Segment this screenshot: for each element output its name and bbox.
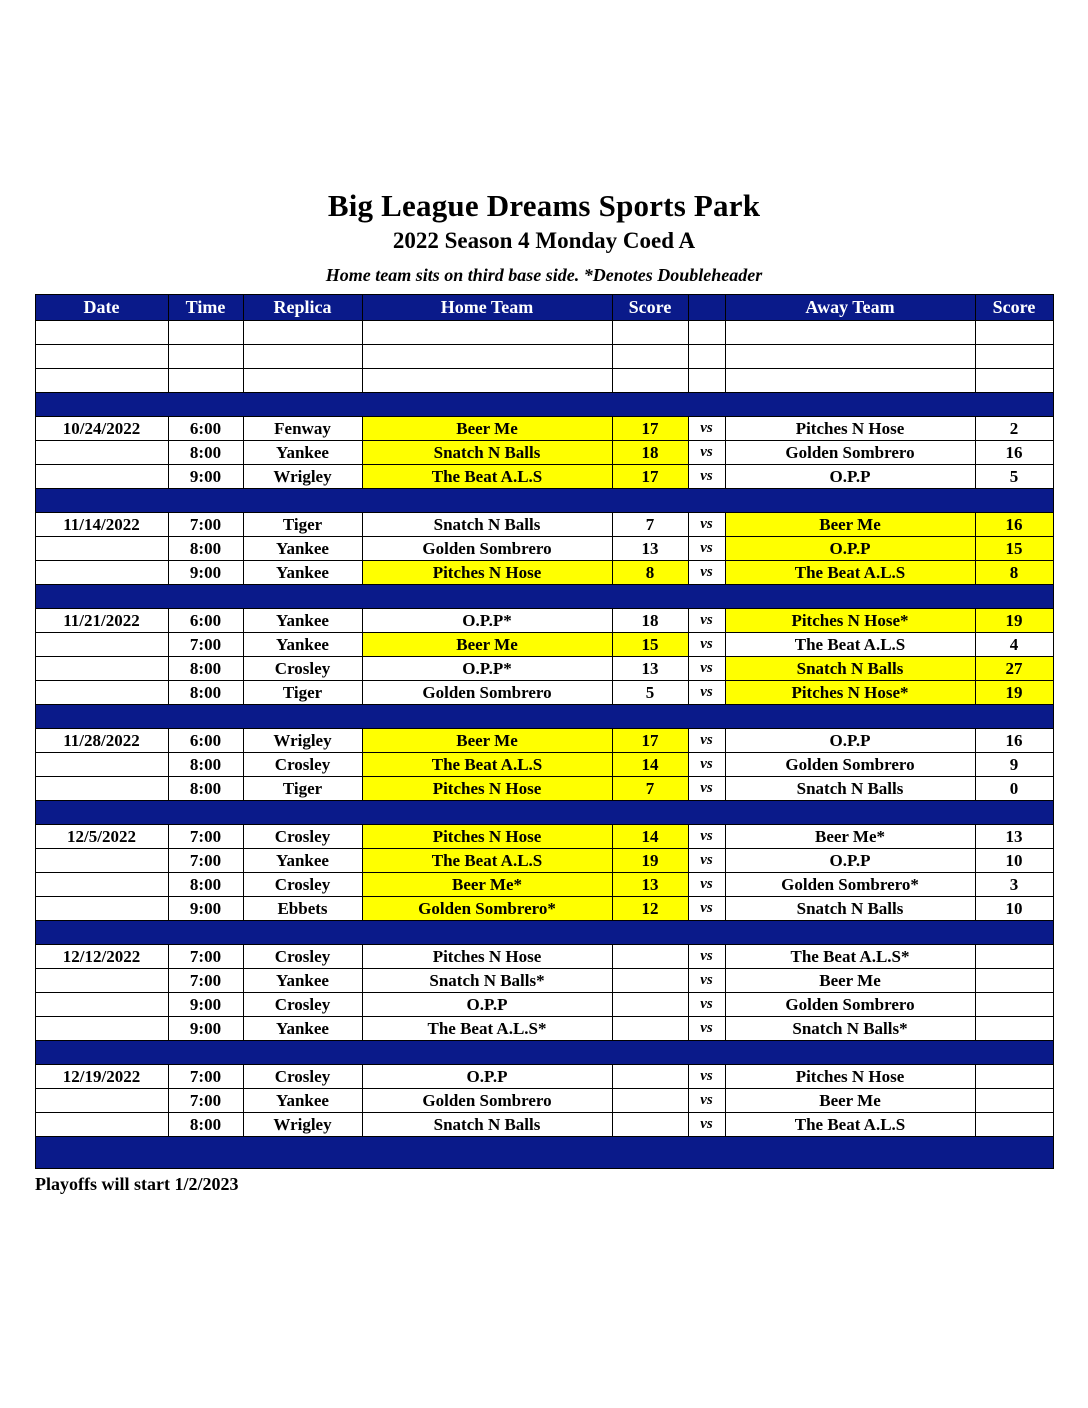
vs-cell: vs [688, 681, 725, 705]
home-score-cell: 18 [612, 609, 688, 633]
empty-cell [612, 345, 688, 369]
replica-cell: Crosley [243, 945, 362, 969]
game-row [35, 609, 1053, 633]
home-score-cell: 8 [612, 561, 688, 585]
away-team-cell: O.P.P [725, 465, 975, 489]
date-cell [35, 873, 168, 897]
home-score-cell [612, 945, 688, 969]
away-score-cell: 15 [975, 537, 1053, 561]
game-row [35, 561, 1053, 585]
separator-row [35, 1137, 1053, 1169]
game-row [35, 729, 1053, 753]
replica-cell: Yankee [243, 969, 362, 993]
home-team-cell: O.P.P [362, 1065, 612, 1089]
home-score-cell [612, 969, 688, 993]
vs-cell: vs [688, 873, 725, 897]
away-score-cell: 13 [975, 825, 1053, 849]
time-cell: 7:00 [168, 633, 243, 657]
empty-cell [362, 321, 612, 345]
empty-cell [725, 369, 975, 393]
date-cell: 12/12/2022 [35, 945, 168, 969]
empty-row [35, 345, 1053, 369]
replica-cell: Crosley [243, 993, 362, 1017]
away-team-cell: Pitches N Hose* [725, 681, 975, 705]
game-row [35, 945, 1053, 969]
legend-note: Home team sits on third base side. *Denotes Doubleheader [325, 265, 763, 285]
away-score-cell: 2 [975, 417, 1053, 441]
home-score-cell [612, 1017, 688, 1041]
home-team-cell: The Beat A.L.S* [362, 1017, 612, 1041]
away-team-cell: Golden Sombrero* [725, 873, 975, 897]
away-score-cell: 16 [975, 729, 1053, 753]
replica-cell: Yankee [243, 1089, 362, 1113]
empty-cell [725, 345, 975, 369]
home-score-cell: 17 [612, 465, 688, 489]
time-cell: 8:00 [168, 657, 243, 681]
separator-row [35, 489, 1053, 513]
vs-cell: vs [688, 1113, 725, 1137]
time-cell: 6:00 [168, 609, 243, 633]
date-cell [35, 537, 168, 561]
column-header-replica: Replica [243, 295, 362, 321]
vs-cell: vs [688, 465, 725, 489]
time-cell: 6:00 [168, 729, 243, 753]
time-cell: 7:00 [168, 849, 243, 873]
replica-cell: Crosley [243, 753, 362, 777]
game-row [35, 633, 1053, 657]
away-team-cell: Golden Sombrero [725, 993, 975, 1017]
separator-cell [35, 1041, 1053, 1065]
empty-cell [168, 345, 243, 369]
away-team-cell: Snatch N Balls [725, 777, 975, 801]
away-team-cell: The Beat A.L.S [725, 1113, 975, 1137]
date-cell [35, 1089, 168, 1113]
home-team-cell: Snatch N Balls [362, 441, 612, 465]
time-cell: 8:00 [168, 441, 243, 465]
date-cell [35, 1017, 168, 1041]
empty-cell [725, 321, 975, 345]
home-score-cell: 12 [612, 897, 688, 921]
replica-cell: Yankee [243, 1017, 362, 1041]
away-team-cell: Snatch N Balls [725, 657, 975, 681]
date-cell: 12/19/2022 [35, 1065, 168, 1089]
time-cell: 6:00 [168, 417, 243, 441]
replica-cell: Crosley [243, 1065, 362, 1089]
separator-cell [35, 921, 1053, 945]
home-team-cell: Golden Sombrero* [362, 897, 612, 921]
empty-row [35, 369, 1053, 393]
away-score-cell: 4 [975, 633, 1053, 657]
home-team-cell: Pitches N Hose [362, 825, 612, 849]
away-score-cell: 0 [975, 777, 1053, 801]
empty-cell [688, 345, 725, 369]
header-row [35, 295, 1053, 321]
away-score-cell [975, 1113, 1053, 1137]
home-team-cell: Beer Me [362, 633, 612, 657]
time-cell: 7:00 [168, 513, 243, 537]
home-score-cell: 7 [612, 513, 688, 537]
vs-cell: vs [688, 825, 725, 849]
away-team-cell: Golden Sombrero [725, 441, 975, 465]
empty-cell [243, 345, 362, 369]
time-cell: 9:00 [168, 561, 243, 585]
date-cell [35, 993, 168, 1017]
away-team-cell: The Beat A.L.S [725, 633, 975, 657]
empty-cell [168, 321, 243, 345]
game-row [35, 465, 1053, 489]
away-team-cell: O.P.P [725, 729, 975, 753]
time-cell: 7:00 [168, 1089, 243, 1113]
home-score-cell: 14 [612, 825, 688, 849]
separator-row [35, 393, 1053, 417]
time-cell: 8:00 [168, 537, 243, 561]
home-score-cell: 7 [612, 777, 688, 801]
home-score-cell: 17 [612, 417, 688, 441]
separator-cell [35, 489, 1053, 513]
separator-cell [35, 393, 1053, 417]
home-score-cell [612, 1113, 688, 1137]
game-row [35, 993, 1053, 1017]
vs-cell: vs [688, 849, 725, 873]
separator-cell [35, 585, 1053, 609]
home-team-cell: Beer Me [362, 417, 612, 441]
column-header-date: Date [35, 295, 168, 321]
page-title: Big League Dreams Sports Park [327, 188, 761, 223]
time-cell: 8:00 [168, 681, 243, 705]
date-cell [35, 753, 168, 777]
replica-cell: Crosley [243, 873, 362, 897]
away-team-cell: Pitches N Hose [725, 1065, 975, 1089]
away-score-cell: 10 [975, 849, 1053, 873]
away-team-cell: Pitches N Hose* [725, 609, 975, 633]
column-header-home-team: Home Team [362, 295, 612, 321]
vs-cell: vs [688, 633, 725, 657]
empty-cell [35, 321, 168, 345]
separator-row [35, 1041, 1053, 1065]
time-cell: 8:00 [168, 1113, 243, 1137]
away-team-cell: Beer Me* [725, 825, 975, 849]
empty-cell [35, 345, 168, 369]
replica-cell: Wrigley [243, 729, 362, 753]
away-score-cell: 16 [975, 441, 1053, 465]
game-row [35, 1065, 1053, 1089]
home-score-cell: 14 [612, 753, 688, 777]
date-cell [35, 897, 168, 921]
away-team-cell: O.P.P [725, 537, 975, 561]
date-cell [35, 441, 168, 465]
replica-cell: Yankee [243, 849, 362, 873]
empty-cell [688, 369, 725, 393]
replica-cell: Yankee [243, 609, 362, 633]
replica-cell: Tiger [243, 681, 362, 705]
vs-cell: vs [688, 897, 725, 921]
separator-row [35, 801, 1053, 825]
empty-row [35, 321, 1053, 345]
date-cell [35, 681, 168, 705]
vs-cell: vs [688, 537, 725, 561]
away-score-cell: 16 [975, 513, 1053, 537]
home-team-cell: Pitches N Hose [362, 561, 612, 585]
empty-cell [168, 369, 243, 393]
away-score-cell: 19 [975, 609, 1053, 633]
away-team-cell: Pitches N Hose [725, 417, 975, 441]
replica-cell: Yankee [243, 537, 362, 561]
replica-cell: Tiger [243, 513, 362, 537]
replica-cell: Tiger [243, 777, 362, 801]
game-row [35, 681, 1053, 705]
vs-cell: vs [688, 417, 725, 441]
game-row [35, 513, 1053, 537]
home-team-cell: Beer Me [362, 729, 612, 753]
away-team-cell: Beer Me [725, 969, 975, 993]
away-score-cell: 10 [975, 897, 1053, 921]
vs-cell: vs [688, 945, 725, 969]
home-team-cell: The Beat A.L.S [362, 753, 612, 777]
date-cell [35, 657, 168, 681]
home-team-cell: The Beat A.L.S [362, 465, 612, 489]
empty-cell [688, 321, 725, 345]
home-team-cell: The Beat A.L.S [362, 849, 612, 873]
home-score-cell: 13 [612, 873, 688, 897]
game-row [35, 969, 1053, 993]
home-team-cell: Pitches N Hose [362, 777, 612, 801]
game-row [35, 657, 1053, 681]
away-team-cell: The Beat A.L.S* [725, 945, 975, 969]
vs-cell: vs [688, 657, 725, 681]
empty-cell [362, 345, 612, 369]
column-header-score: Score [612, 295, 688, 321]
time-cell: 7:00 [168, 945, 243, 969]
away-score-cell [975, 1065, 1053, 1089]
vs-cell: vs [688, 1089, 725, 1113]
date-cell [35, 849, 168, 873]
vs-cell: vs [688, 1017, 725, 1041]
schedule-table [35, 294, 1054, 1169]
game-row [35, 825, 1053, 849]
empty-cell [243, 321, 362, 345]
time-cell: 9:00 [168, 993, 243, 1017]
home-score-cell: 17 [612, 729, 688, 753]
vs-cell: vs [688, 753, 725, 777]
date-cell [35, 777, 168, 801]
home-team-cell: O.P.P* [362, 657, 612, 681]
away-score-cell: 8 [975, 561, 1053, 585]
home-score-cell [612, 1089, 688, 1113]
game-row [35, 897, 1053, 921]
away-score-cell [975, 969, 1053, 993]
separator-cell [35, 705, 1053, 729]
column-header-away-team: Away Team [725, 295, 975, 321]
empty-cell [612, 321, 688, 345]
time-cell: 9:00 [168, 897, 243, 921]
home-team-cell: O.P.P [362, 993, 612, 1017]
time-cell: 7:00 [168, 1065, 243, 1089]
home-team-cell: Snatch N Balls* [362, 969, 612, 993]
home-team-cell: Snatch N Balls [362, 513, 612, 537]
away-score-cell: 19 [975, 681, 1053, 705]
separator-cell [35, 1137, 1053, 1169]
date-cell [35, 561, 168, 585]
date-cell: 11/14/2022 [35, 513, 168, 537]
empty-cell [975, 345, 1053, 369]
away-team-cell: Beer Me [725, 1089, 975, 1113]
home-team-cell: Snatch N Balls [362, 1113, 612, 1137]
replica-cell: Yankee [243, 633, 362, 657]
home-score-cell: 13 [612, 537, 688, 561]
away-score-cell: 27 [975, 657, 1053, 681]
replica-cell: Ebbets [243, 897, 362, 921]
column-header-score: Score [975, 295, 1053, 321]
time-cell: 8:00 [168, 873, 243, 897]
home-team-cell: Golden Sombrero [362, 537, 612, 561]
away-score-cell: 9 [975, 753, 1053, 777]
empty-cell [975, 369, 1053, 393]
game-row [35, 1089, 1053, 1113]
away-score-cell: 5 [975, 465, 1053, 489]
time-cell: 7:00 [168, 969, 243, 993]
time-cell: 9:00 [168, 1017, 243, 1041]
home-team-cell: O.P.P* [362, 609, 612, 633]
vs-cell: vs [688, 561, 725, 585]
vs-cell: vs [688, 609, 725, 633]
replica-cell: Wrigley [243, 1113, 362, 1137]
game-row [35, 417, 1053, 441]
date-cell [35, 1113, 168, 1137]
date-cell [35, 969, 168, 993]
away-team-cell: O.P.P [725, 849, 975, 873]
separator-row [35, 585, 1053, 609]
away-score-cell [975, 1017, 1053, 1041]
game-row [35, 849, 1053, 873]
column-header-time: Time [168, 295, 243, 321]
replica-cell: Yankee [243, 441, 362, 465]
game-row [35, 1017, 1053, 1041]
replica-cell: Yankee [243, 561, 362, 585]
time-cell: 8:00 [168, 753, 243, 777]
away-score-cell [975, 945, 1053, 969]
away-score-cell: 3 [975, 873, 1053, 897]
date-cell [35, 633, 168, 657]
vs-cell: vs [688, 513, 725, 537]
column-header-vs [688, 295, 725, 321]
season-subtitle: 2022 Season 4 Monday Coed A [392, 228, 696, 253]
home-team-cell: Pitches N Hose [362, 945, 612, 969]
home-team-cell: Beer Me* [362, 873, 612, 897]
empty-cell [35, 369, 168, 393]
date-cell: 11/28/2022 [35, 729, 168, 753]
game-row [35, 537, 1053, 561]
separator-row [35, 921, 1053, 945]
separator-cell [35, 801, 1053, 825]
home-team-cell: Golden Sombrero [362, 1089, 612, 1113]
away-score-cell [975, 1089, 1053, 1113]
date-cell [35, 465, 168, 489]
replica-cell: Wrigley [243, 465, 362, 489]
away-team-cell: Snatch N Balls [725, 897, 975, 921]
date-cell: 10/24/2022 [35, 417, 168, 441]
away-team-cell: The Beat A.L.S [725, 561, 975, 585]
date-cell: 11/21/2022 [35, 609, 168, 633]
vs-cell: vs [688, 729, 725, 753]
replica-cell: Fenway [243, 417, 362, 441]
time-cell: 7:00 [168, 825, 243, 849]
empty-cell [362, 369, 612, 393]
home-score-cell [612, 993, 688, 1017]
vs-cell: vs [688, 1065, 725, 1089]
away-team-cell: Snatch N Balls* [725, 1017, 975, 1041]
away-team-cell: Beer Me [725, 513, 975, 537]
home-score-cell: 5 [612, 681, 688, 705]
home-score-cell: 13 [612, 657, 688, 681]
vs-cell: vs [688, 969, 725, 993]
replica-cell: Crosley [243, 657, 362, 681]
game-row [35, 753, 1053, 777]
home-score-cell: 19 [612, 849, 688, 873]
separator-row [35, 705, 1053, 729]
game-row [35, 1113, 1053, 1137]
game-row [35, 441, 1053, 465]
empty-cell [975, 321, 1053, 345]
home-score-cell: 18 [612, 441, 688, 465]
playoffs-note: Playoffs will start 1/2/2023 [35, 1174, 239, 1194]
date-cell: 12/5/2022 [35, 825, 168, 849]
time-cell: 9:00 [168, 465, 243, 489]
home-team-cell: Golden Sombrero [362, 681, 612, 705]
away-team-cell: Golden Sombrero [725, 753, 975, 777]
away-score-cell [975, 993, 1053, 1017]
home-score-cell [612, 1065, 688, 1089]
vs-cell: vs [688, 777, 725, 801]
replica-cell: Crosley [243, 825, 362, 849]
vs-cell: vs [688, 441, 725, 465]
empty-cell [243, 369, 362, 393]
empty-cell [612, 369, 688, 393]
game-row [35, 777, 1053, 801]
game-row [35, 873, 1053, 897]
vs-cell: vs [688, 993, 725, 1017]
home-score-cell: 15 [612, 633, 688, 657]
time-cell: 8:00 [168, 777, 243, 801]
